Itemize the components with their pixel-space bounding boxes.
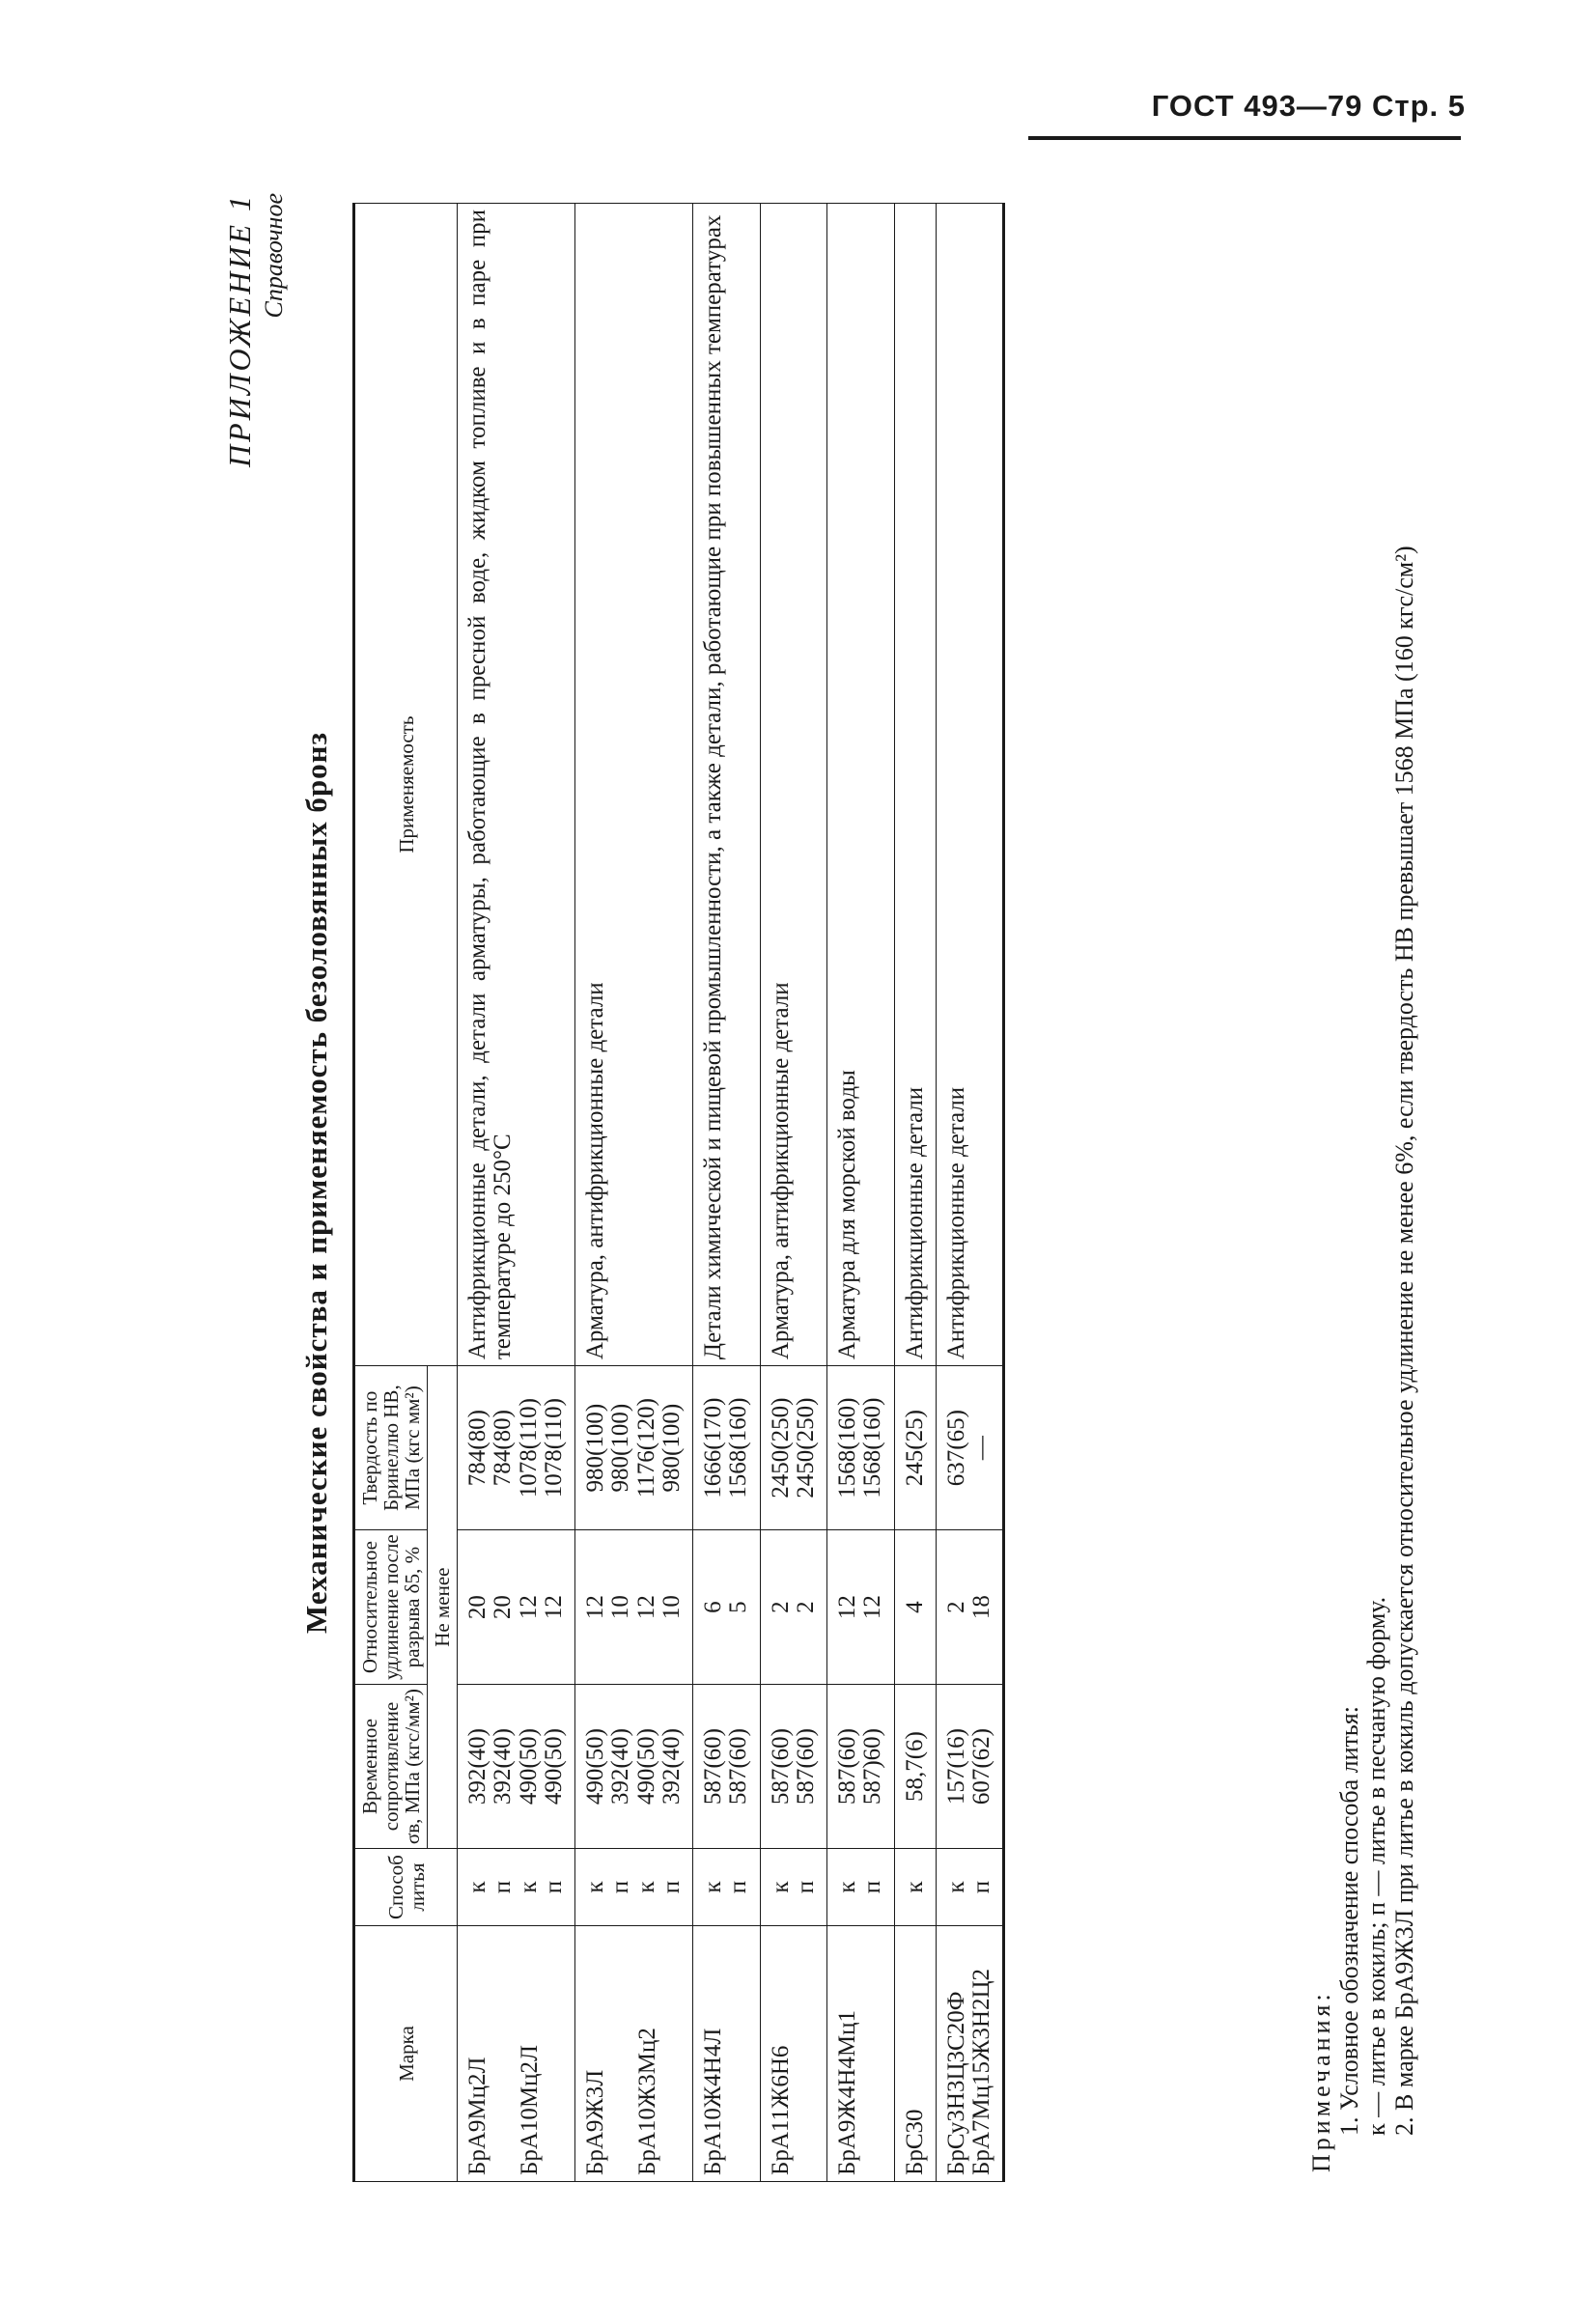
cell-vremennoe-value: 490(50): [582, 1728, 609, 1805]
table-row: [936, 204, 1004, 2182]
cell-tverdost-value: 784(80): [490, 1410, 517, 1487]
cell-udlinenie-value: 6: [700, 1601, 727, 1613]
table-row: [760, 204, 827, 2182]
cell-marka: [693, 1926, 761, 2182]
cell-vremennoe: [894, 1685, 936, 1849]
bronze-properties-table: [352, 203, 1005, 2182]
cell-primenyaemost: Арматура, антифрикционные детали: [575, 204, 693, 1366]
cell-vremennoe-value: 58,7(6): [901, 1731, 928, 1803]
cell-sposob-value: к: [942, 1881, 969, 1893]
cell-sposob-value: к: [515, 1881, 542, 1893]
cell-tverdost-value: 1176(120): [632, 1398, 659, 1498]
note-1-detail: к — литье в кокиль; п — литье в песчаную форму.: [1362, 1596, 1391, 2136]
cell-marka-value: БрА9Мц2Л: [464, 2057, 491, 2175]
cell-udlinenie-value: 12: [540, 1595, 567, 1620]
appendix-block: [222, 193, 289, 772]
table-row: [575, 204, 693, 2182]
cell-primenyaemost: Арматура для морской воды: [827, 204, 895, 1366]
cell-primenyaemost: Арматура, антифрикционные детали: [760, 204, 827, 1366]
cell-tverdost-value: 1078(110): [540, 1398, 567, 1498]
cell-sposob: [827, 1849, 895, 1926]
cell-udlinenie-value: 10: [607, 1595, 634, 1620]
cell-vremennoe-value: 490(50): [515, 1728, 542, 1805]
cell-udlinenie-value: 12: [515, 1595, 542, 1620]
notes-block: [1308, 203, 1418, 2172]
cell-udlinenie-value: 12: [834, 1595, 861, 1620]
cell-sposob: [760, 1849, 827, 1926]
cell-udlinenie-value: 12: [632, 1595, 659, 1620]
cell-tverdost: [936, 1366, 1004, 1530]
cell-vremennoe: [936, 1685, 1004, 1849]
cell-tverdost-value: 784(80): [464, 1410, 491, 1487]
cell-udlinenie-value: 2: [767, 1601, 794, 1613]
cell-tverdost: [458, 1366, 575, 1530]
cell-udlinenie-value: 2: [942, 1601, 969, 1613]
cell-udlinenie-value: 5: [725, 1601, 752, 1613]
cell-vremennoe-value: 392(40): [464, 1728, 491, 1805]
col-header-sposob: Способ литья: [354, 1849, 458, 1926]
cell-sposob-value: к: [834, 1881, 861, 1893]
cell-tverdost-value: 980(100): [582, 1403, 609, 1493]
cell-sposob-value: к: [767, 1881, 794, 1893]
cell-sposob: [458, 1849, 575, 1926]
cell-vremennoe-value: 587(60): [700, 1728, 727, 1805]
cell-vremennoe-value: 157(16): [942, 1728, 969, 1805]
cell-tverdost-value: 245(25): [901, 1410, 928, 1487]
cell-vremennoe-value: 392(40): [658, 1728, 685, 1805]
notes-title: Примечания:: [1307, 1990, 1335, 2172]
appendix-subtitle: Справочное: [260, 193, 288, 319]
cell-marka-value: БрА9Ж4Н4Мц1: [834, 2010, 861, 2175]
note-1: 1. Условное обозначение способа литья:: [1334, 1706, 1363, 2136]
ne-menee-header: Не менее: [428, 1366, 458, 1849]
cell-tverdost-value: —: [968, 1436, 995, 1461]
cell-sposob-value: п: [658, 1880, 685, 1894]
table-header-row: [354, 204, 428, 2182]
cell-vremennoe-value: 490(50): [540, 1728, 567, 1805]
cell-marka-value: БрС30: [901, 2109, 928, 2175]
cell-tverdost-value: 1078(110): [515, 1398, 542, 1498]
cell-sposob-value: к: [901, 1881, 928, 1893]
appendix-title: ПРИЛОЖЕНИЕ 1: [222, 193, 257, 467]
cell-vremennoe-value: 587(60): [767, 1728, 794, 1805]
cell-sposob: [894, 1849, 936, 1926]
cell-udlinenie: [827, 1530, 895, 1685]
cell-sposob-value: к: [464, 1881, 491, 1893]
cell-marka-value: БрА7Мц15Ж3Н2Ц2: [968, 1968, 995, 2175]
table-row: [894, 204, 936, 2182]
cell-udlinenie-value: 4: [901, 1601, 928, 1613]
cell-udlinenie-value: 20: [490, 1595, 517, 1620]
table-caption: Механические свойства и применяемость безоловянных бронз: [299, 732, 333, 1634]
col-header-tverdost: Твердость по Бринеллю НВ, МПа (кгс мм²): [354, 1366, 428, 1530]
cell-sposob-value: п: [607, 1880, 634, 1894]
cell-tverdost-value: 1568(160): [859, 1397, 886, 1498]
cell-udlinenie-value: 20: [464, 1595, 491, 1620]
cell-vremennoe-value: 392(40): [490, 1728, 517, 1805]
cell-marka-value: БрА9Ж3Л: [582, 2069, 609, 2175]
cell-primenyaemost: Антифрикционные детали, детали арматуры, работающие в пресной воде, жидком топливе и в паре при температуре до 250°С: [458, 204, 575, 1366]
cell-udlinenie-value: 18: [968, 1595, 995, 1620]
cell-udlinenie: [894, 1530, 936, 1685]
cell-sposob-value: п: [968, 1880, 995, 1894]
cell-tverdost: [827, 1366, 895, 1530]
cell-marka: [458, 1926, 575, 2182]
cell-sposob-value: п: [792, 1880, 819, 1894]
cell-udlinenie-value: 12: [859, 1595, 886, 1620]
cell-sposob-value: п: [859, 1880, 886, 1894]
cell-vremennoe-value: 587(60): [725, 1728, 752, 1805]
cell-primenyaemost: Антифрикционные детали: [936, 204, 1004, 1366]
cell-marka: [575, 1926, 693, 2182]
cell-sposob-value: к: [700, 1881, 727, 1893]
cell-udlinenie: [458, 1530, 575, 1685]
cell-marka: [827, 1926, 895, 2182]
cell-vremennoe: [693, 1685, 761, 1849]
cell-tverdost: [894, 1366, 936, 1530]
cell-tverdost-value: 2450(250): [767, 1397, 794, 1498]
cell-vremennoe: [760, 1685, 827, 1849]
cell-sposob: [575, 1849, 693, 1926]
cell-sposob: [693, 1849, 761, 1926]
table-row: [458, 204, 575, 2182]
cell-marka: [894, 1926, 936, 2182]
page-header: ГОСТ 493—79 Стр. 5: [1151, 89, 1466, 123]
header-rule: [1028, 136, 1461, 140]
col-header-vremennoe: Временное сопротивление σв, МПа (кгс/мм²): [354, 1685, 428, 1849]
cell-sposob-value: к: [632, 1881, 659, 1893]
cell-vremennoe: [827, 1685, 895, 1849]
cell-udlinenie: [575, 1530, 693, 1685]
cell-marka-value: БрСу3Н3Ц3С20Ф: [942, 1991, 969, 2175]
cell-vremennoe: [575, 1685, 693, 1849]
cell-udlinenie: [760, 1530, 827, 1685]
cell-primenyaemost: Антифрикционные детали: [894, 204, 936, 1366]
cell-vremennoe-value: 392(40): [607, 1728, 634, 1805]
cell-tverdost: [575, 1366, 693, 1530]
cell-tverdost-value: 980(100): [607, 1403, 634, 1493]
cell-sposob-value: п: [490, 1880, 517, 1894]
cell-tverdost-value: 637(65): [942, 1410, 969, 1487]
cell-udlinenie-value: 10: [658, 1595, 685, 1620]
cell-udlinenie: [936, 1530, 1004, 1685]
cell-udlinenie: [693, 1530, 761, 1685]
cell-vremennoe: [458, 1685, 575, 1849]
cell-tverdost: [693, 1366, 761, 1530]
col-header-udlinenie: Относительное удлинение после разрыва δ5, %: [354, 1530, 428, 1685]
col-header-marka: Марка: [354, 1926, 458, 2182]
cell-tverdost-value: 1568(160): [725, 1397, 752, 1498]
cell-tverdost-value: 1568(160): [834, 1397, 861, 1498]
cell-tverdost-value: 2450(250): [792, 1397, 819, 1498]
cell-vremennoe-value: 587)60): [859, 1728, 886, 1805]
cell-sposob: [936, 1849, 1004, 1926]
cell-tverdost-value: 1666(170): [700, 1397, 727, 1498]
cell-marka-value: БрА10Ж4Н4Л: [700, 2028, 727, 2175]
note-2: 2. В марке БрА9Ж3Л при литье в кокиль допускается относительное удлинение не менее 6%, если твердость НВ превышает 1568 МПа (160 кгс/см²): [1389, 546, 1418, 2136]
cell-tverdost: [760, 1366, 827, 1530]
cell-vremennoe-value: 607(62): [968, 1728, 995, 1805]
table-body: [458, 204, 1004, 2182]
cell-sposob-value: п: [540, 1880, 567, 1894]
table-row: [693, 204, 761, 2182]
cell-marka: [760, 1926, 827, 2182]
cell-marka-value: БрА10Мц2Л: [516, 2045, 543, 2175]
cell-sposob-value: к: [582, 1881, 609, 1893]
cell-udlinenie-value: 2: [792, 1601, 819, 1613]
cell-vremennoe-value: 587(60): [792, 1728, 819, 1805]
cell-marka-value: БрА10Ж3Мц2: [633, 2028, 660, 2175]
table-row: [827, 204, 895, 2182]
cell-sposob-value: п: [725, 1880, 752, 1894]
cell-tverdost-value: 980(100): [658, 1403, 685, 1493]
rotated-page-content: [222, 183, 1477, 2182]
cell-marka-value: БрА11Ж6Н6: [767, 2045, 794, 2175]
cell-primenyaemost: Детали химической и пищевой промышленности, а также детали, работающие при повышенных температурах: [693, 204, 761, 1366]
cell-vremennoe-value: 587(60): [834, 1728, 861, 1805]
cell-udlinenie-value: 12: [582, 1595, 609, 1620]
col-header-primenyaemost: Применяемость: [354, 204, 458, 1366]
cell-marka: [936, 1926, 1004, 2182]
cell-vremennoe-value: 490(50): [632, 1728, 659, 1805]
